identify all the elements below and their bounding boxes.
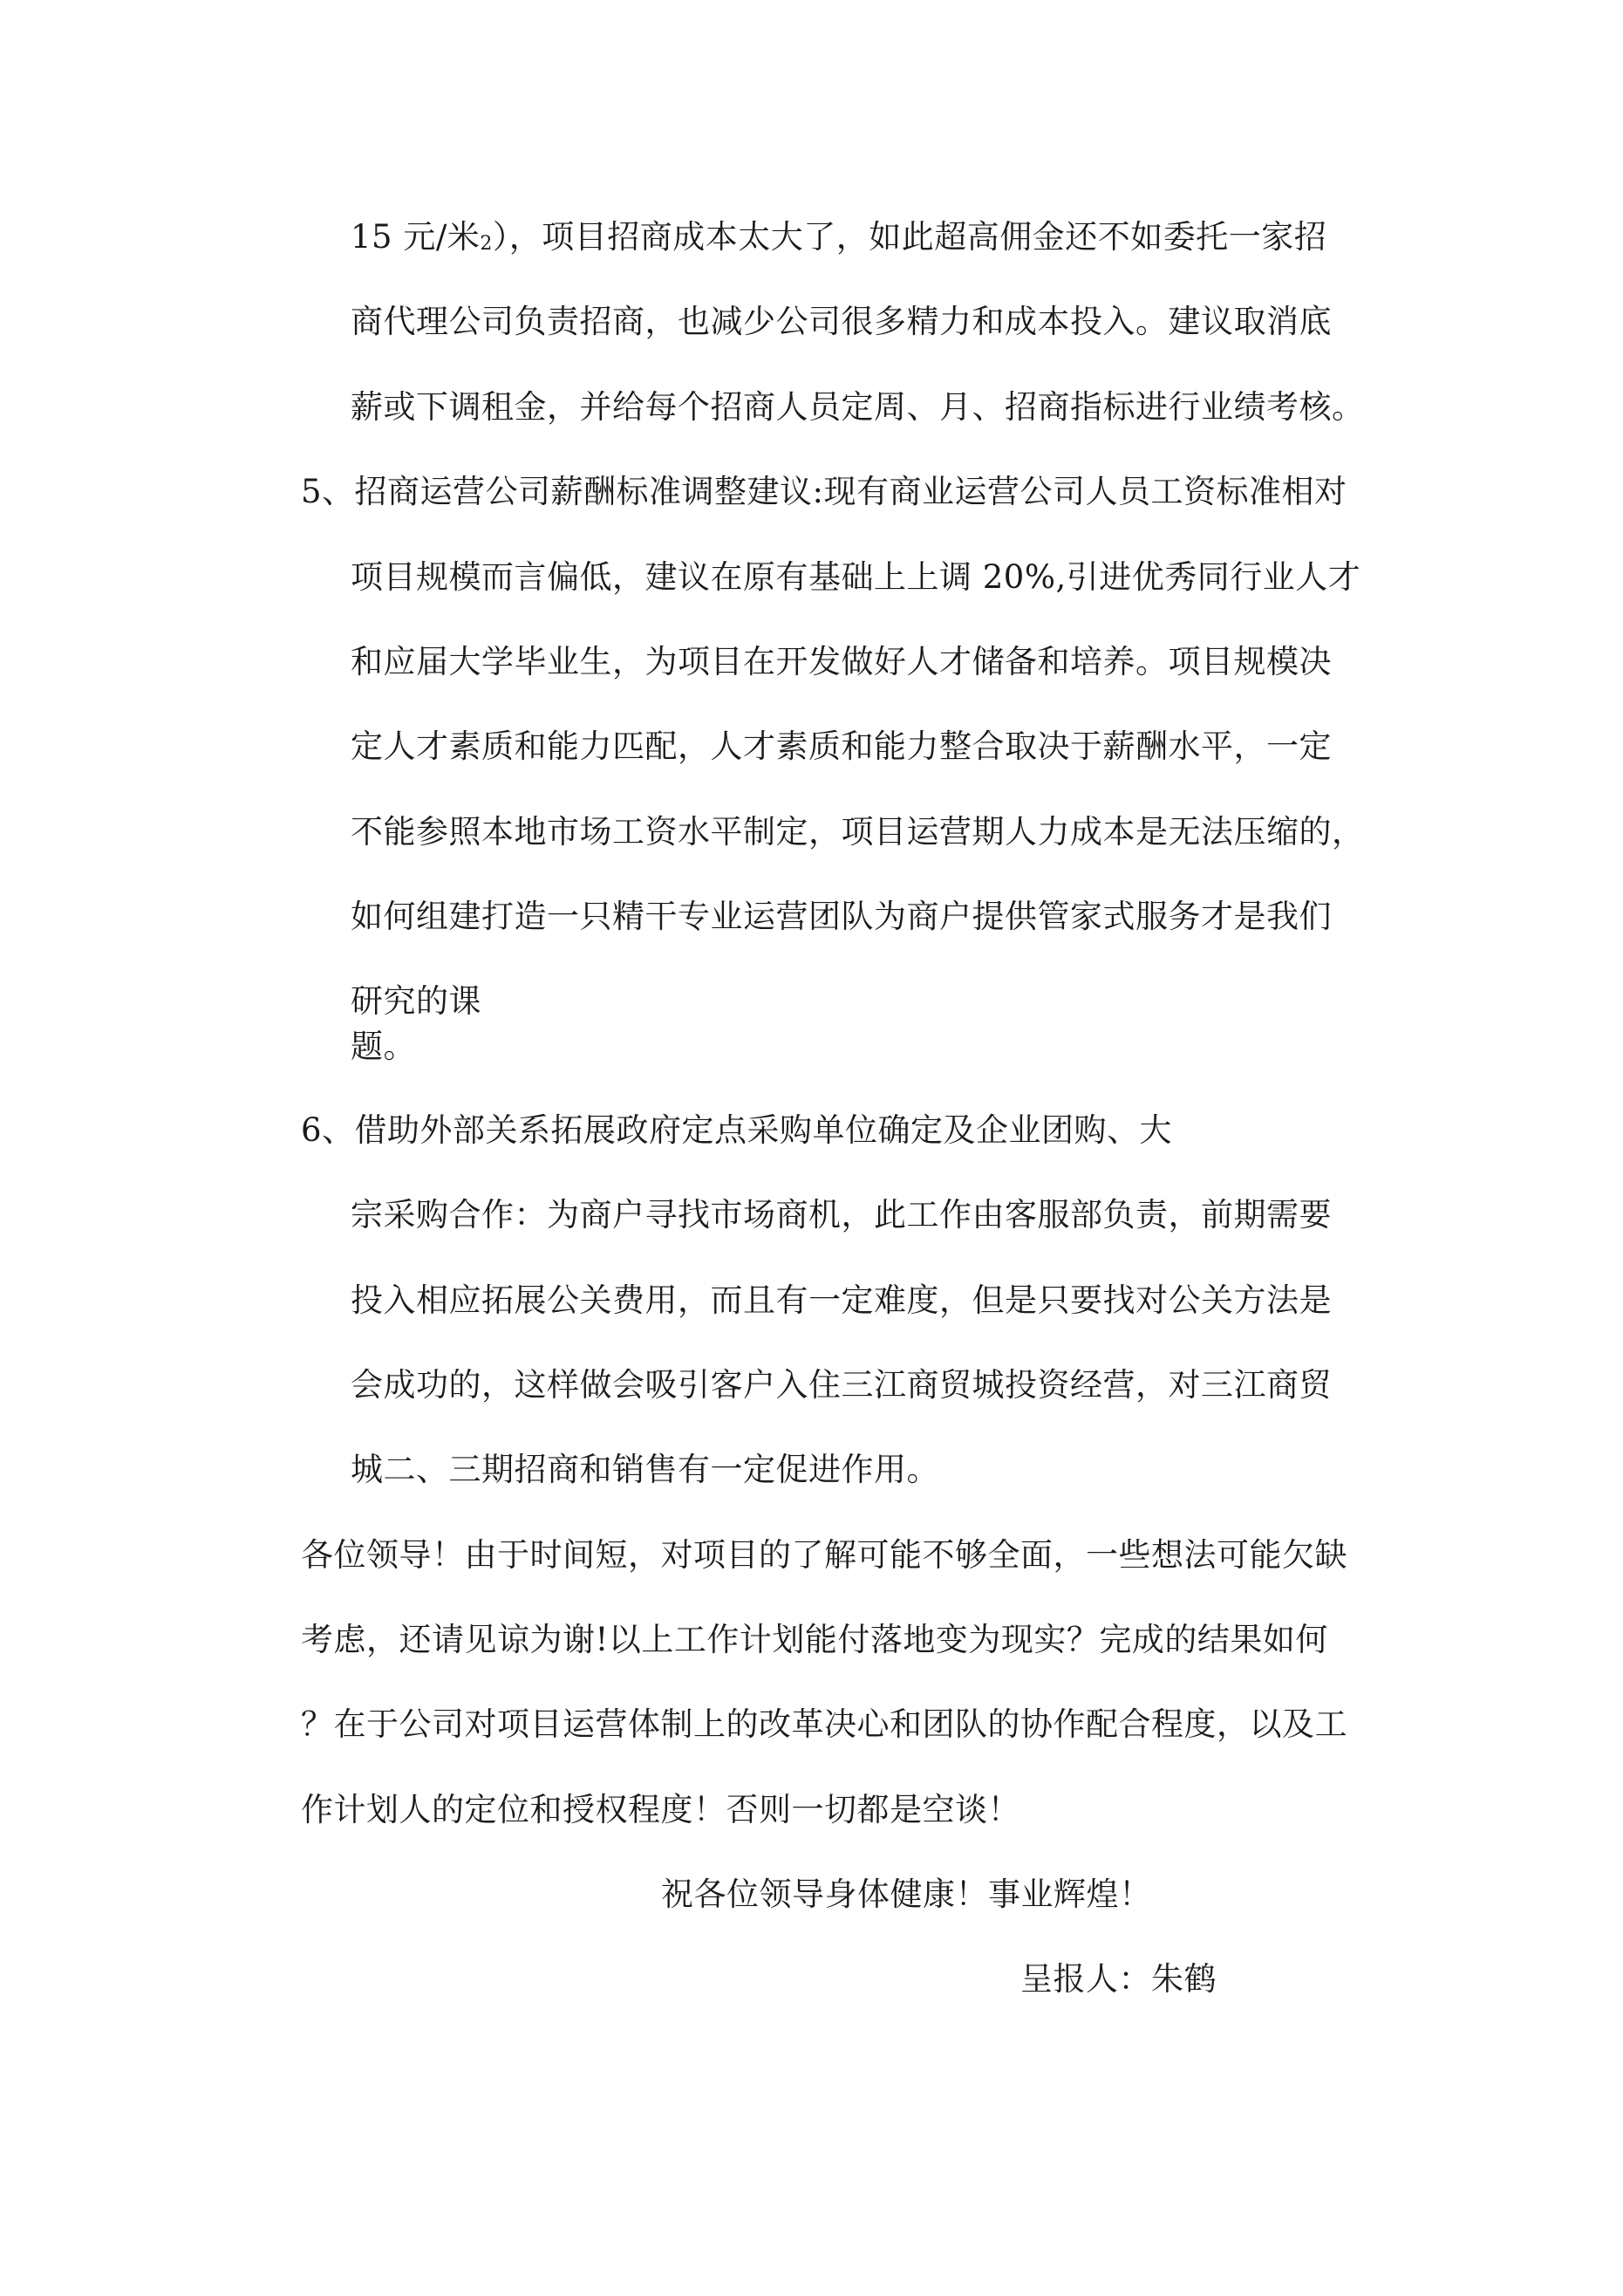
item5-line-6: 如何组建打造一只精干专业运营团队为商户提供管家式服务才是我们 <box>351 898 1332 935</box>
closing-line-1: 各位领导！由于时间短，对项目的了解可能不够全面，一些想法可能欠缺 <box>301 1536 1347 1574</box>
item5-line-2: 项目规模而言偏低，建议在原有基础上上调 20%,引进优秀同行业人才 <box>351 558 1361 596</box>
item5-line-3: 和应届大学毕业生，为项目在开发做好人才储备和培养。项目规模决 <box>351 643 1332 680</box>
wishes-line: 祝各位领导身体健康！事业辉煌！ <box>661 1876 1152 1913</box>
item6-line-2: 宗采购合作：为商户寻找市场商机，此工作由客服部负责，前期需要 <box>351 1196 1332 1233</box>
item5-line-1: 5、招商运营公司薪酬标准调整建议:现有商业运营公司人员工资标准相对 <box>301 473 1347 510</box>
item4-line-3: 薪或下调租金，并给每个招商人员定周、月、招商指标进行业绩考核。 <box>351 388 1365 426</box>
item6-line-1: 6、借助外部关系拓展政府定点采购单位确定及企业团购、大 <box>301 1111 1173 1149</box>
item4-line-1-subscript: 2 <box>480 233 493 255</box>
item4-line-1-a: 15 元/米 <box>351 218 481 256</box>
item5-line-7: 研究的课 <box>351 982 481 1020</box>
item4-line-1-b: ），项目招商成本太大了，如此超高佣金还不如委托一家招 <box>492 218 1327 256</box>
item5-line-8: 题。 <box>351 1028 416 1065</box>
closing-line-3: ？在于公司对项目运营体制上的改革决心和团队的协作配合程度，以及工 <box>301 1705 1347 1743</box>
signature-line: 呈报人：朱鹤 <box>1020 1960 1217 1998</box>
item6-line-5: 城二、三期招商和销售有一定促进作用。 <box>351 1451 939 1488</box>
item5-line-4: 定人才素质和能力匹配，人才素质和能力整合取决于薪酬水平，一定 <box>351 728 1332 765</box>
closing-line-4: 作计划人的定位和授权程度！否则一切都是空谈！ <box>301 1791 1020 1828</box>
item4-line-1 <box>351 216 1326 265</box>
item6-line-3: 投入相应拓展公关费用，而且有一定难度，但是只要找对公关方法是 <box>351 1281 1332 1319</box>
item4-line-2: 商代理公司负责招商，也减少公司很多精力和成本投入。建议取消底 <box>351 303 1332 340</box>
item5-line-5: 不能参照本地市场工资水平制定，项目运营期人力成本是无法压缩的， <box>351 813 1365 851</box>
item6-line-4: 会成功的，这样做会吸引客户入住三江商贸城投资经营，对三江商贸 <box>351 1366 1332 1404</box>
closing-line-2: 考虑，还请见谅为谢!以上工作计划能付落地变为现实？完成的结果如何 <box>301 1621 1328 1658</box>
